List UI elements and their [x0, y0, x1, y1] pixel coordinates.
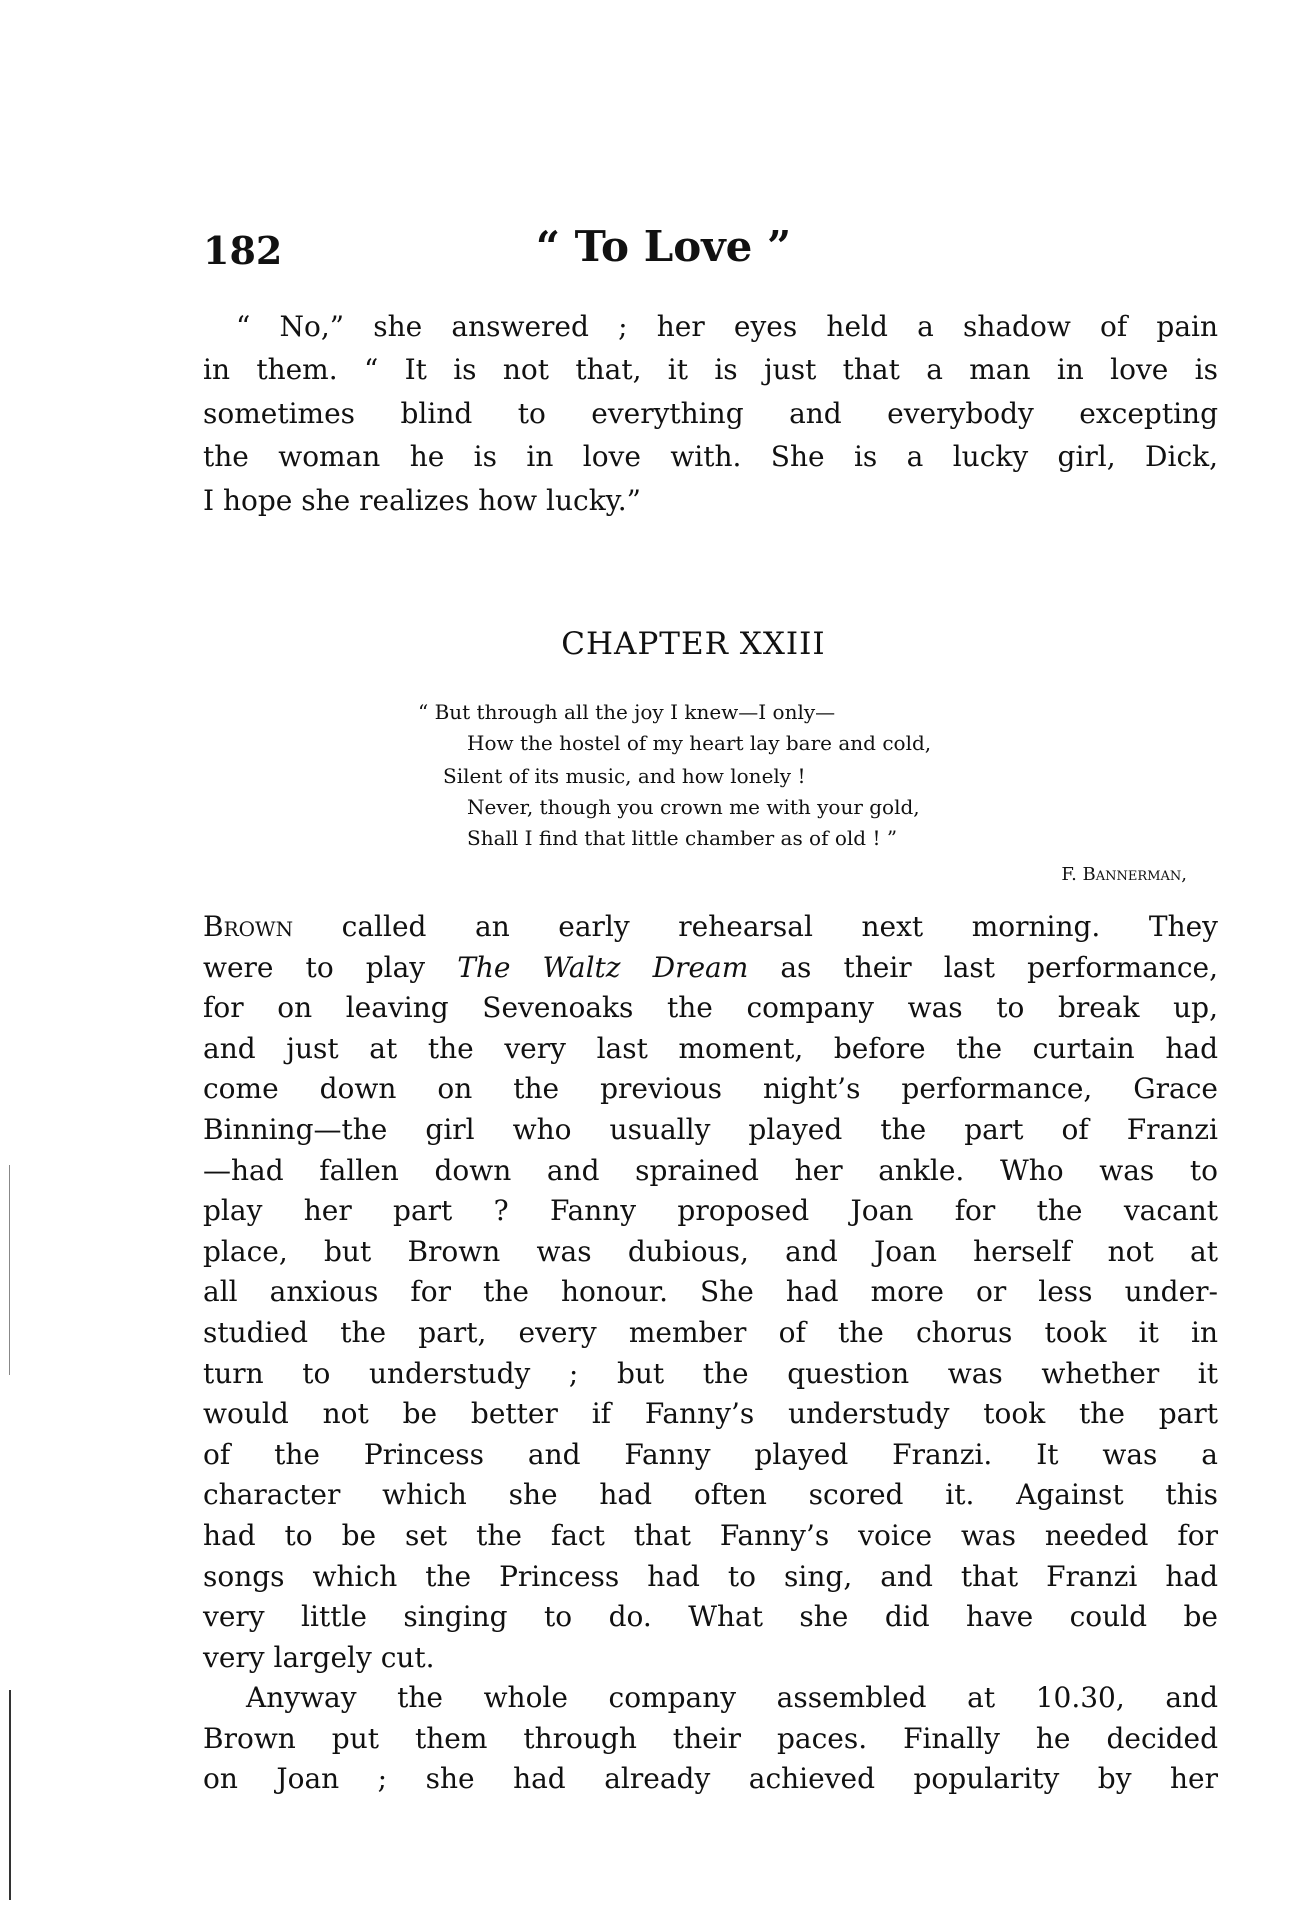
scan-edge-mark	[9, 1690, 11, 1900]
epigraph-line: Shall I find that little chamber as of old ! ”	[467, 826, 898, 850]
text-span: were to play	[203, 951, 458, 984]
text-line: “ No,” she answered ; her eyes held a shadow of pain	[236, 310, 1218, 343]
text-line: come down on the previous night’s performance, Grace	[203, 1072, 1218, 1105]
text-line: had to be set the fact that Fanny’s voice was needed for	[203, 1519, 1218, 1552]
text-line: and just at the very last moment, before the curtain had	[203, 1032, 1218, 1065]
text-line: for on leaving Sevenoaks the company was to break up,	[203, 991, 1218, 1024]
first-word: Brown	[203, 910, 294, 943]
text-line: Anyway the whole company assembled at 10.30, and	[246, 1681, 1218, 1714]
text-line: very little singing to do. What she did have could be	[203, 1600, 1218, 1633]
text-line: turn to understudy ; but the question was whether it	[203, 1357, 1218, 1390]
page-number: 182	[203, 228, 283, 273]
epigraph-attribution: F. Bannerman,	[1061, 864, 1187, 885]
text-line: in them. “ It is not that, it is just that a man in love is	[203, 353, 1218, 386]
play-title: The Waltz Dream	[457, 951, 749, 984]
text-line: songs which the Princess had to sing, and that Franzi had	[203, 1560, 1218, 1593]
running-title: “ To Love ”	[535, 222, 792, 271]
text-line: I hope she realizes how lucky.”	[203, 484, 641, 517]
epigraph-line: “ But through all the joy I knew—I only—	[418, 700, 836, 724]
text-span: as their last performance,	[748, 951, 1218, 984]
text-line: the woman he is in love with. She is a lucky girl, Dick,	[203, 440, 1218, 473]
text-line: Binning—the girl who usually played the part of Franzi	[203, 1113, 1218, 1146]
epigraph-line: Never, though you crown me with your gold,	[467, 795, 920, 819]
text-line: place, but Brown was dubious, and Joan herself not at	[203, 1235, 1218, 1268]
text-line: character which she had often scored it. Against this	[203, 1478, 1218, 1511]
text-line: of the Princess and Fanny played Franzi. It was a	[203, 1438, 1218, 1471]
text-line: Brown put them through their paces. Finally he decided	[203, 1722, 1218, 1755]
text-line: sometimes blind to everything and everybody excepting	[203, 397, 1218, 430]
text-span: called an early rehearsal next morning. They	[293, 910, 1218, 943]
text-line: would not be better if Fanny’s understudy took the part	[203, 1397, 1218, 1430]
text-line: play her part ? Fanny proposed Joan for the vacant	[203, 1194, 1218, 1227]
chapter-heading: CHAPTER XXIII	[561, 626, 826, 662]
epigraph-line: How the hostel of my heart lay bare and cold,	[467, 731, 932, 755]
text-line	[203, 909, 1218, 945]
text-line: studied the part, every member of the chorus took it in	[203, 1316, 1218, 1349]
text-line: very largely cut.	[203, 1641, 435, 1674]
text-line: —had fallen down and sprained her ankle. Who was to	[203, 1154, 1218, 1187]
text-line: on Joan ; she had already achieved popularity by her	[203, 1762, 1218, 1795]
scan-edge-mark	[9, 1165, 10, 1375]
text-line	[203, 950, 1218, 986]
text-line: all anxious for the honour. She had more or less under-	[203, 1275, 1218, 1308]
epigraph-line: Silent of its music, and how lonely !	[443, 764, 806, 788]
